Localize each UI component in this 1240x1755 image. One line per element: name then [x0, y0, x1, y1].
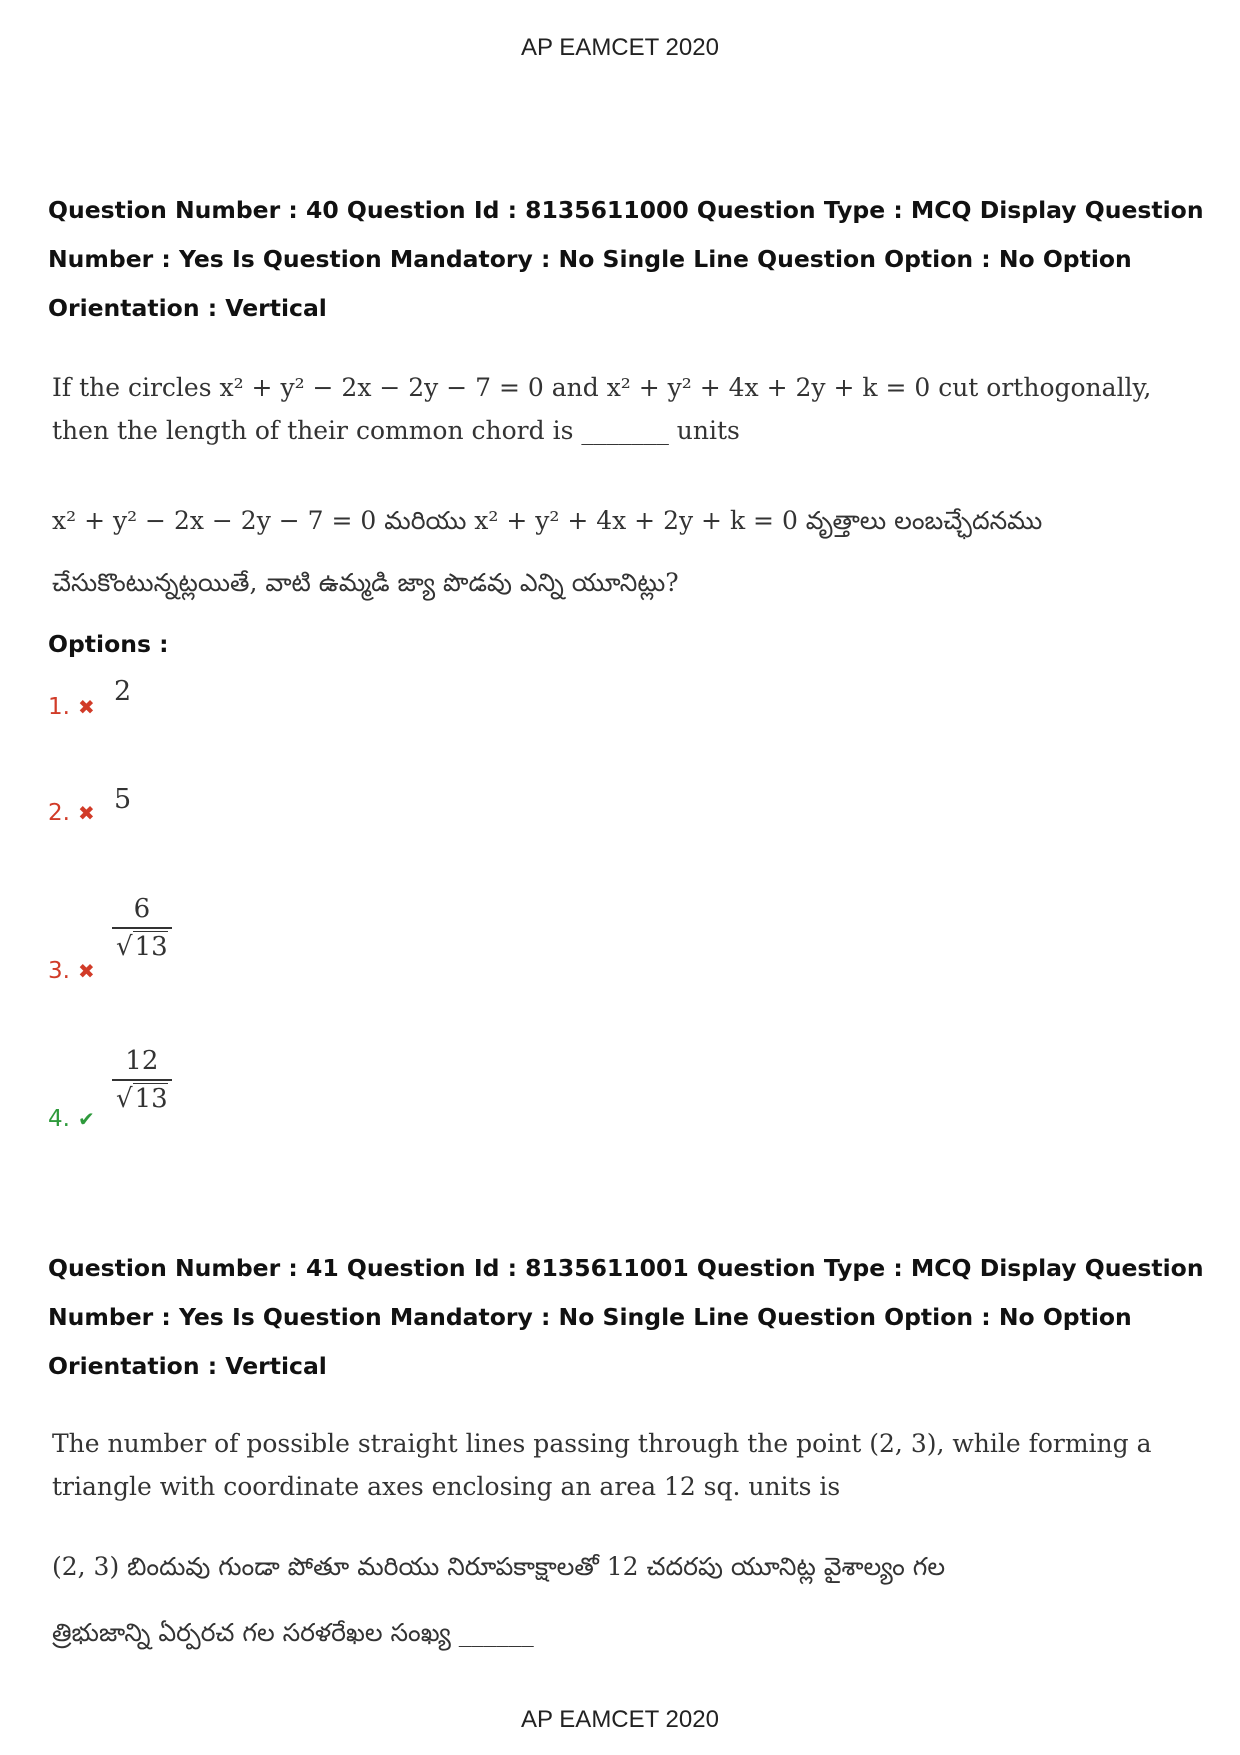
question-41-telugu-text — [52, 1534, 1172, 1666]
meta-line: Question Number : 40 Question Id : 8135611000 Question Type : MCQ Display Question — [48, 196, 1204, 224]
meta-line: Question Number : 41 Question Id : 8135611001 Question Type : MCQ Display Question — [48, 1254, 1204, 1282]
option-number: 2. — [48, 800, 70, 826]
question-text-line: If the circles x² + y² − 2x − 2y − 7 = 0 and x² + y² + 4x + 2y + k = 0 cut orthogonally, — [52, 373, 1152, 402]
question-41-meta — [48, 1244, 1204, 1391]
meta-line: Orientation : Vertical — [48, 294, 327, 322]
meta-line: Number : Yes Is Question Mandatory : No Single Line Question Option : No Option — [48, 1303, 1132, 1331]
denominator — [112, 932, 172, 962]
cross-icon: ✖ — [78, 801, 95, 825]
question-text-line: త్రిభుజాన్ని ఏర్పరచ గల సరళరేఖల సంఖ్య ______ — [52, 1618, 534, 1647]
numerator: 6 — [133, 894, 151, 924]
fraction-bar — [112, 1079, 172, 1081]
radical-sign: √ — [116, 932, 133, 962]
radicand: 13 — [134, 932, 168, 962]
page-header: AP EAMCET 2020 — [521, 34, 719, 61]
question-text-line: then the length of their common chord is _______ units — [52, 416, 740, 445]
cross-icon: ✖ — [78, 959, 95, 983]
numerator: 12 — [125, 1046, 159, 1076]
question-text-line: (2, 3) బిందువు గుండా పోతూ మరియు నిరూపకాక్షాలతో 12 చదరపు యూనిట్ల వైశాల్యం గల — [52, 1552, 946, 1581]
question-41-english-text — [52, 1422, 1172, 1508]
question-text-line: The number of possible straight lines passing through the point (2, 3), while forming a — [52, 1429, 1152, 1458]
radicand: 13 — [134, 1084, 168, 1114]
option-number: 3. — [48, 958, 70, 984]
question-40-telugu-text — [52, 490, 1172, 614]
question-text-line: x² + y² − 2x − 2y − 7 = 0 మరియు x² + y² + 4x + 2y + k = 0 వృత్తాలు లంబచ్ఛేదనము — [52, 506, 1043, 535]
meta-line: Orientation : Vertical — [48, 1352, 327, 1380]
cross-icon: ✖ — [78, 695, 95, 719]
question-40-english-text — [52, 366, 1172, 452]
option-number: 4. — [48, 1106, 70, 1132]
denominator — [112, 1084, 172, 1114]
option-value: 2 — [114, 676, 132, 707]
option-number: 1. — [48, 694, 70, 720]
option-fraction — [112, 894, 172, 962]
page-footer: AP EAMCET 2020 — [521, 1706, 719, 1733]
options-label: Options : — [48, 630, 169, 658]
question-40-meta — [48, 186, 1204, 333]
check-icon: ✔ — [78, 1107, 95, 1131]
fraction-bar — [112, 927, 172, 929]
question-text-line: triangle with coordinate axes enclosing an area 12 sq. units is — [52, 1472, 841, 1501]
question-text-line: చేసుకొంటున్నట్లయితే, వాటి ఉమ్మడి జ్యా పొడవు ఎన్ని యూనిట్లు? — [52, 568, 679, 597]
radical-sign: √ — [116, 1084, 133, 1114]
option-value: 5 — [114, 784, 132, 815]
option-fraction — [112, 1046, 172, 1114]
meta-line: Number : Yes Is Question Mandatory : No Single Line Question Option : No Option — [48, 245, 1132, 273]
